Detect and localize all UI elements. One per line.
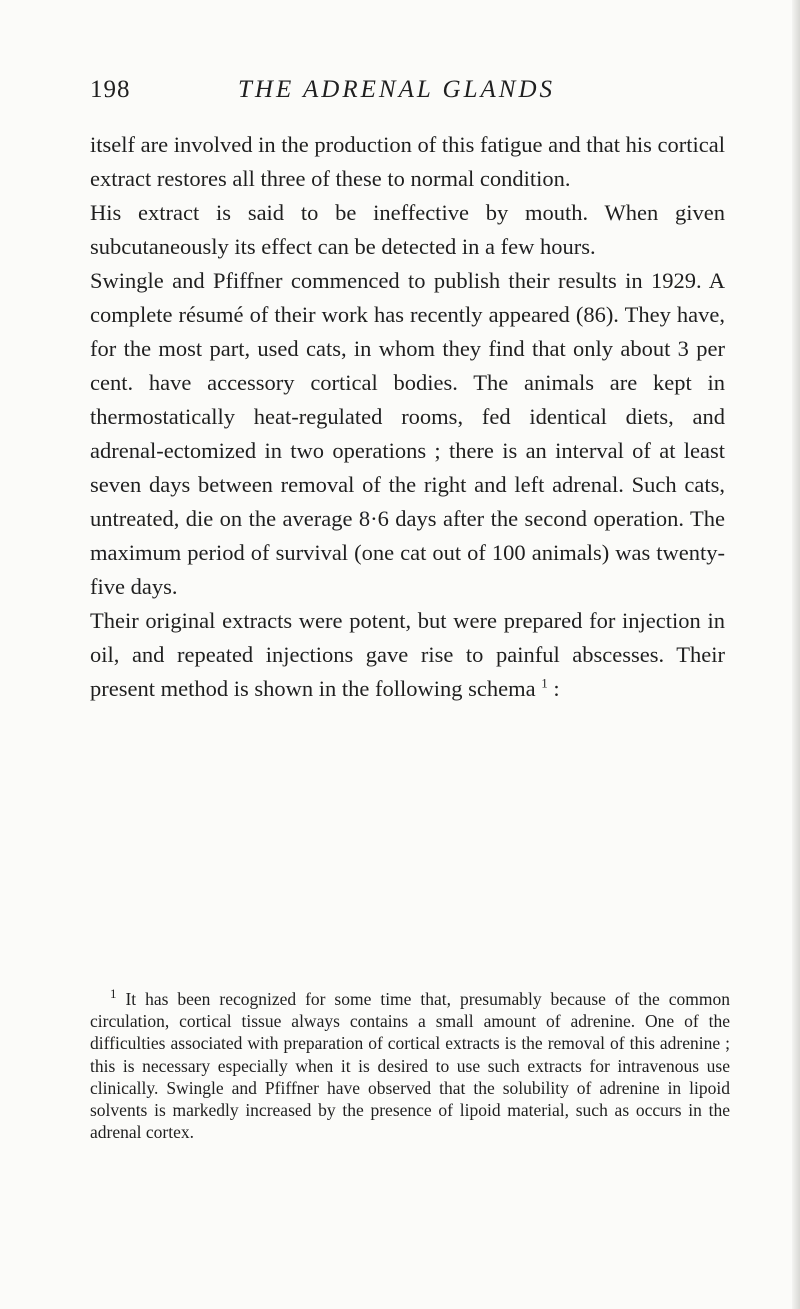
page-number: 198 xyxy=(90,76,131,103)
paragraph-1: itself are involved in the production of this fatigue and that his cortical extract restores all three of these to normal condition. xyxy=(90,132,725,191)
paragraph-2: His extract is said to be ineffective by mouth. When given subcutaneously its effect can be detected in a few hours. xyxy=(90,200,725,259)
paragraph-3: Swingle and Pfiffner commenced to publish their results in 1929. A complete résumé of their work has recently appeared (86). They have, for the most part, used cats, in whom they find that only about 3 per cent. have accessory cortical bodies. The animals are kept in thermostatically heat-regulated rooms, fed identical diets, and adrenal-ectomized in two operations ; there is an interval of at least seven days between removal of the right and left adrenal. Such cats, untreated, die on the average 8·6 days after the second operation. The maximum period of survival (one cat out of 100 animals) was twenty-five days. xyxy=(90,268,725,599)
footnote xyxy=(90,988,730,1143)
page-edge-shadow xyxy=(792,0,800,1309)
paragraph-4 xyxy=(90,604,725,706)
paragraph-4-text: Their original extracts were potent, but were prepared for injection in oil, and repeated injections gave rise to painful abscesses. Their present method is shown in the following schema xyxy=(90,608,725,701)
body-text xyxy=(90,128,725,706)
footnote-reference[interactable]: 1 xyxy=(541,675,548,691)
footnote-body: It has been recognized for some time that, presumably because of the common circulation, cortical tissue always contains a small amount of adrenine. One of the difficulties associated with preparation of cortical extracts is the removal of this adrenine ; this is necessary especially when it is desired to use such extracts for intravenous use clinically. Swingle and Pfiffner have observed that the solubility of adrenine in lipoid solvents is markedly increased by the presence of lipoid material, such as occurs in the adrenal cortex. xyxy=(90,989,730,1143)
footnote-text xyxy=(90,988,730,1143)
paragraph-4-end: : xyxy=(547,676,560,701)
page-header xyxy=(90,76,730,116)
running-head: THE ADRENAL GLANDS xyxy=(238,76,556,103)
footnote-marker: 1 xyxy=(110,986,117,1002)
